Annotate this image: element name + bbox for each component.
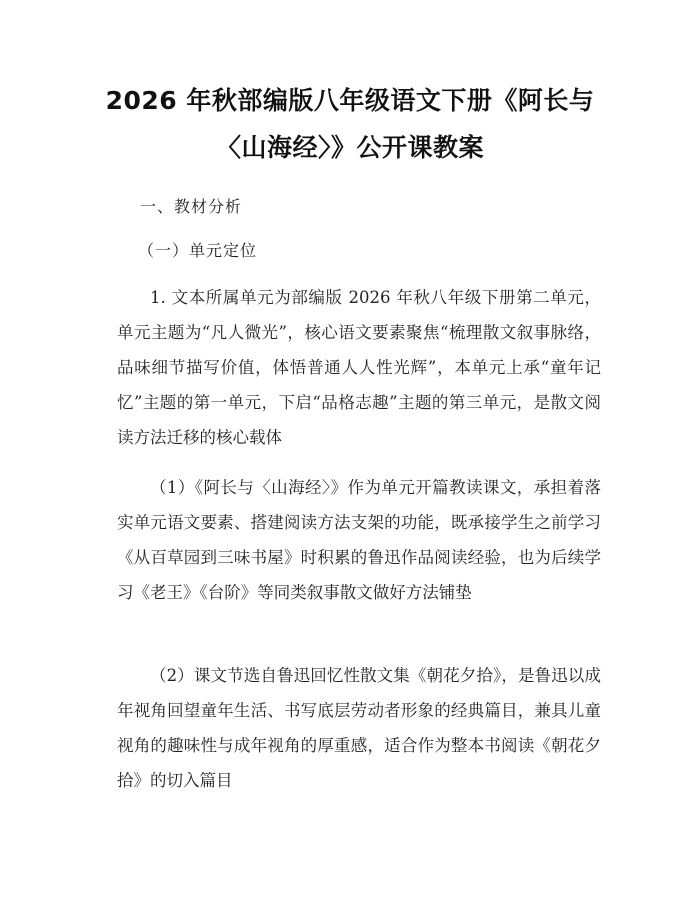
document-title-line-1: 2026 年秋部编版八年级语文下册《阿长与 xyxy=(105,86,595,115)
paragraph-point-2: （2）课文节选自鲁迅回忆性散文集《朝花夕拾》，是鲁迅以成年视角回望童年生活、书写底层劳动者形象的经典篇目，兼具儿童视角的趣味性与成年视角的厚重感，适合作为整本书阅读《朝花夕拾》的切入篇目 xyxy=(117,666,601,790)
subsection-heading: （一）单元定位 xyxy=(138,241,258,260)
paragraph-point-1: （1）《阿长与〈山海经〉》作为单元开篇教读课文，承担着落实单元语文要素、搭建阅读方法支架的功能，既承接学生之前学习《从百草园到三味书屋》时积累的鲁迅作品阅读经验，也为后续学习《老王》《台阶》等同类叙事散文做好方法铺垫 xyxy=(117,478,601,602)
document-title-line-2: 〈山海经〉》公开课教案 xyxy=(215,133,484,162)
section-heading: 一、教材分析 xyxy=(140,197,243,216)
paragraph-unit-positioning: 1. 文本所属单元为部编版 2026 年秋八年级下册第二单元，单元主题为“凡人微光”，核心语文要素聚焦“梳理散文叙事脉络，品味细节描写价值，体悟普通人人性光辉”，本单元上承“童年记忆”主题的第一单元，下启“品格志趣”主题的第三单元，是散文阅读方法迁移的核心载体 xyxy=(117,288,601,447)
